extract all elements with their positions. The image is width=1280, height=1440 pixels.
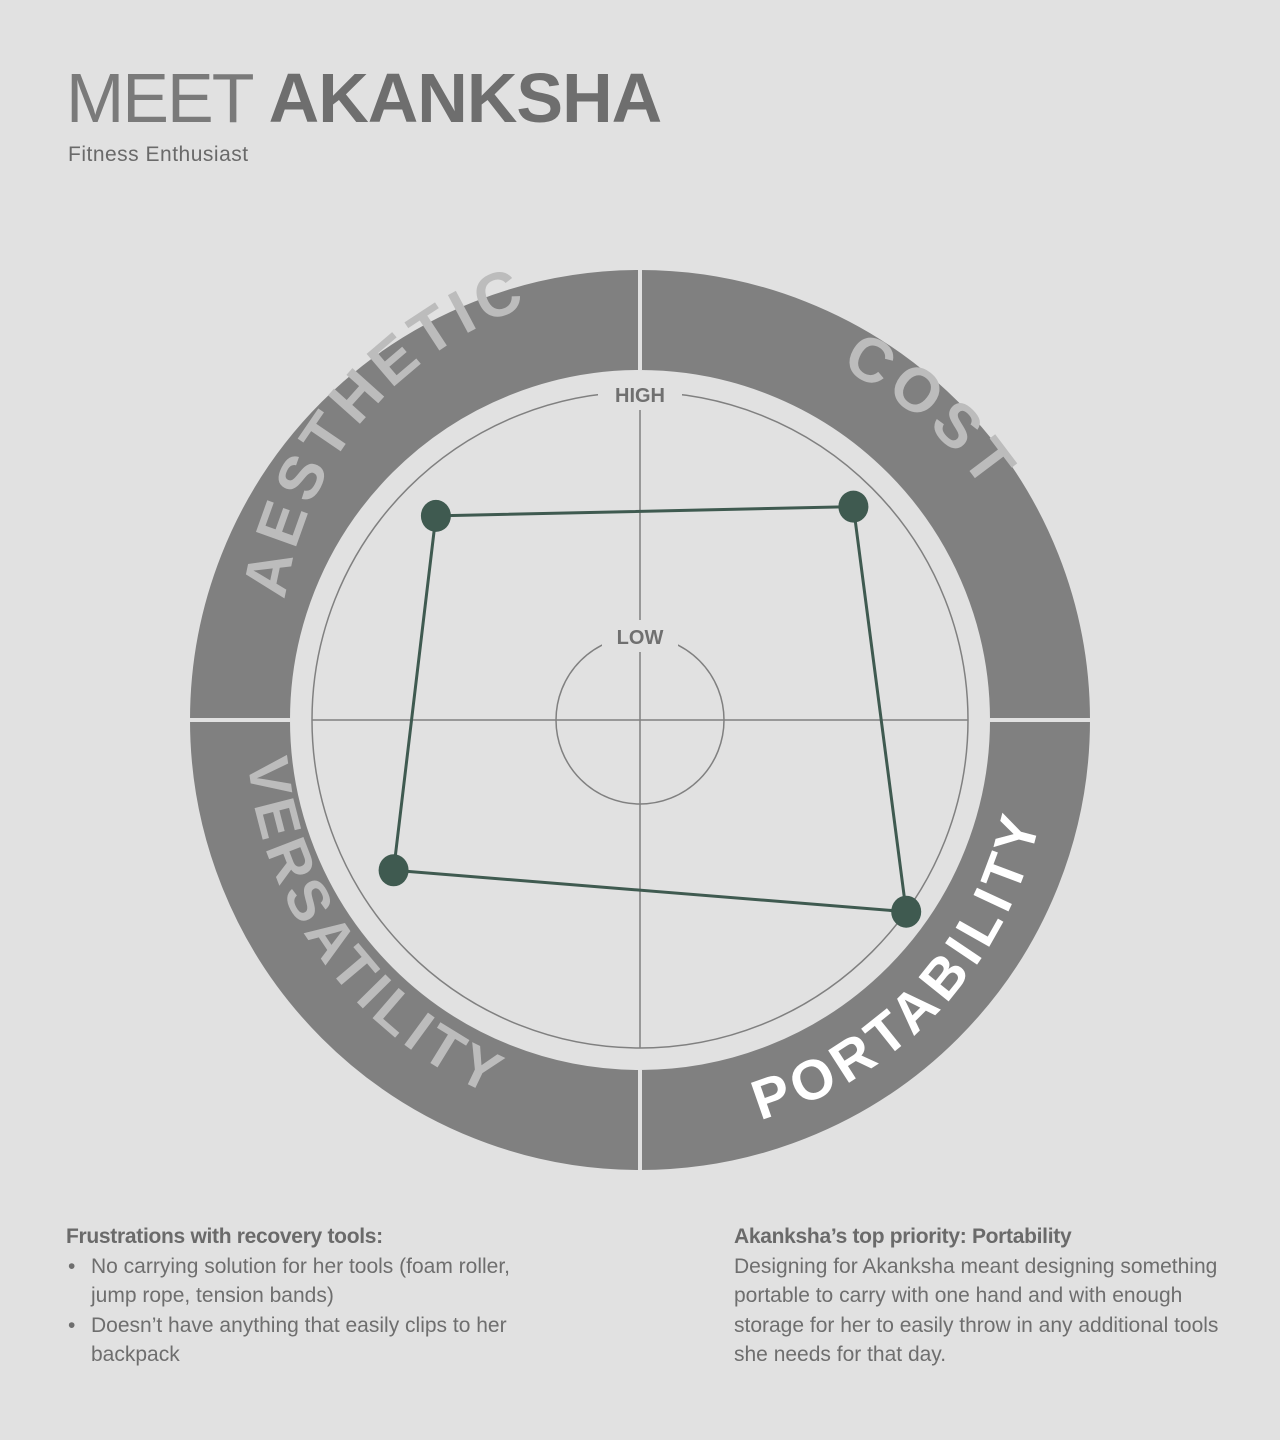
category-label-portability: PORTABILITY (743, 802, 1054, 1132)
priority-heading: Akanksha’s top priority: Portability (734, 1225, 1072, 1248)
score-point-portability (891, 896, 921, 928)
frustrations-heading: Frustrations with recovery tools: (66, 1225, 383, 1248)
frustrations-section (66, 1222, 526, 1370)
score-point-cost (838, 491, 868, 523)
category-label-cost: COST (833, 319, 1032, 503)
category-label-aesthetic: AESTHETIC (230, 253, 537, 603)
persona-name: AKANKSHA (268, 59, 662, 137)
frustration-item: • Doesn’t have anything that easily clips to her backpack (66, 1311, 526, 1370)
priority-section (734, 1222, 1224, 1370)
frustration-item: • No carrying solution for her tools (foam roller, jump rope, tension bands) (66, 1252, 526, 1311)
score-point-versatility (379, 854, 409, 886)
score-polygon (394, 507, 907, 912)
frustrations-list (66, 1252, 526, 1370)
high-label: HIGH (615, 385, 665, 407)
persona-role: Fitness Enthusiast (68, 143, 249, 166)
low-label: LOW (616, 627, 664, 649)
category-label-versatility: VERSATILITY (234, 752, 517, 1109)
priority-body: Designing for Akanksha meant designing something portable to carry with one hand and with enough storage for her to easily throw in any additional tools she needs for that day. (734, 1254, 1219, 1366)
title-prefix: MEET (66, 59, 252, 137)
score-point-aesthetic (421, 500, 451, 532)
